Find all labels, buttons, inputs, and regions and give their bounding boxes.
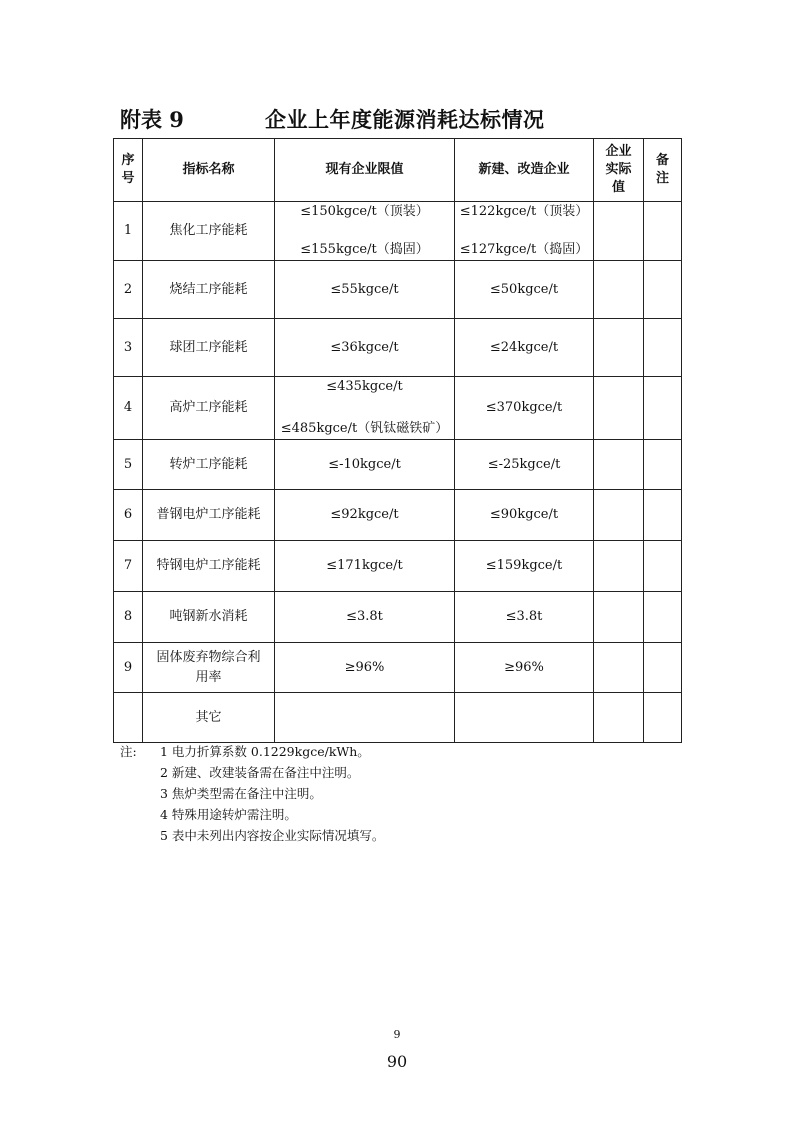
row-name: 球团工序能耗 bbox=[143, 319, 275, 377]
row-name: 普钢电炉工序能耗 bbox=[143, 490, 275, 541]
row-seq bbox=[114, 693, 143, 743]
row-existing: ≤36kgce/t bbox=[275, 319, 455, 377]
header-actual-line: 企业 bbox=[605, 144, 632, 159]
table-row bbox=[114, 541, 682, 592]
row-name: 吨钢新水消耗 bbox=[143, 592, 275, 643]
row-seq: 7 bbox=[114, 541, 143, 592]
row-actual[interactable] bbox=[594, 490, 644, 541]
row-new: ≤370kgce/t bbox=[455, 377, 594, 440]
row-name: 高炉工序能耗 bbox=[143, 377, 275, 440]
header-actual-line: 实际 bbox=[605, 162, 632, 177]
row-existing: ≤92kgce/t bbox=[275, 490, 455, 541]
header-seq bbox=[114, 139, 143, 202]
table-header-row bbox=[114, 139, 682, 202]
row-existing: ≤171kgce/t bbox=[275, 541, 455, 592]
row-actual[interactable] bbox=[594, 261, 644, 319]
table-row bbox=[114, 319, 682, 377]
row-existing[interactable] bbox=[275, 693, 455, 743]
row-remark[interactable] bbox=[644, 440, 682, 490]
title-row bbox=[120, 104, 680, 132]
row-existing: ≤-10kgce/t bbox=[275, 440, 455, 490]
row-remark[interactable] bbox=[644, 643, 682, 693]
header-existing: 现有企业限值 bbox=[275, 139, 455, 202]
existing-value: ≤150kgce/t（顶装） bbox=[300, 204, 429, 219]
existing-value: ≤485kgce/t（钒钛磁铁矿） bbox=[280, 421, 449, 436]
header-remark bbox=[644, 139, 682, 202]
row-seq: 8 bbox=[114, 592, 143, 643]
note-line: 3 焦炉类型需在备注中注明。 bbox=[160, 786, 322, 801]
existing-value: ≤435kgce/t bbox=[326, 379, 403, 394]
note-line: 4 特殊用途转炉需注明。 bbox=[160, 807, 297, 822]
row-name: 烧结工序能耗 bbox=[143, 261, 275, 319]
note-line: 1 电力折算系数 0.1229kgce/kWh。 bbox=[160, 744, 370, 759]
new-value: ≤122kgce/t（顶装） bbox=[459, 204, 589, 219]
row-seq: 4 bbox=[114, 377, 143, 440]
row-existing: ≤55kgce/t bbox=[275, 261, 455, 319]
existing-value: ≤155kgce/t（捣固） bbox=[300, 242, 429, 257]
row-new: ≤3.8t bbox=[455, 592, 594, 643]
table-row bbox=[114, 261, 682, 319]
row-new: ≥96% bbox=[455, 643, 594, 693]
row-actual[interactable] bbox=[594, 319, 644, 377]
row-existing bbox=[275, 202, 455, 261]
row-remark[interactable] bbox=[644, 592, 682, 643]
header-seq-line: 序 bbox=[121, 153, 135, 168]
row-name: 其它 bbox=[143, 693, 275, 743]
header-actual bbox=[594, 139, 644, 202]
energy-consumption-table bbox=[113, 138, 682, 743]
table-row bbox=[114, 693, 682, 743]
row-seq: 2 bbox=[114, 261, 143, 319]
table-row bbox=[114, 202, 682, 261]
table-row bbox=[114, 490, 682, 541]
row-existing: ≤3.8t bbox=[275, 592, 455, 643]
row-name: 转炉工序能耗 bbox=[143, 440, 275, 490]
row-new: ≤90kgce/t bbox=[455, 490, 594, 541]
row-remark[interactable] bbox=[644, 490, 682, 541]
header-remark-line: 备 bbox=[655, 153, 669, 168]
note-line: 2 新建、改建装备需在备注中注明。 bbox=[160, 765, 360, 780]
row-remark[interactable] bbox=[644, 202, 682, 261]
header-indicator: 指标名称 bbox=[143, 139, 275, 202]
note-line: 5 表中未列出内容按企业实际情况填写。 bbox=[160, 828, 385, 843]
header-actual-line: 值 bbox=[611, 180, 625, 195]
row-actual[interactable] bbox=[594, 440, 644, 490]
row-new: ≤50kgce/t bbox=[455, 261, 594, 319]
row-remark[interactable] bbox=[644, 261, 682, 319]
row-seq: 3 bbox=[114, 319, 143, 377]
row-seq: 9 bbox=[114, 643, 143, 693]
row-remark[interactable] bbox=[644, 377, 682, 440]
row-actual[interactable] bbox=[594, 693, 644, 743]
row-remark[interactable] bbox=[644, 541, 682, 592]
row-name: 特钢电炉工序能耗 bbox=[143, 541, 275, 592]
table-row bbox=[114, 377, 682, 440]
table-row bbox=[114, 440, 682, 490]
header-seq-line: 号 bbox=[121, 171, 135, 186]
row-actual[interactable] bbox=[594, 592, 644, 643]
table-row bbox=[114, 592, 682, 643]
row-seq: 1 bbox=[114, 202, 143, 261]
row-actual[interactable] bbox=[594, 643, 644, 693]
header-new: 新建、改造企业 bbox=[455, 139, 594, 202]
header-remark-line: 注 bbox=[655, 171, 669, 186]
section-page-number: 9 bbox=[393, 1028, 401, 1041]
row-name-text: 固体废弃物综合利用率 bbox=[156, 649, 261, 685]
row-seq: 6 bbox=[114, 490, 143, 541]
appendix-label: 附表 9 bbox=[120, 107, 184, 132]
new-value: ≤127kgce/t（捣固） bbox=[459, 242, 589, 257]
row-remark[interactable] bbox=[644, 693, 682, 743]
row-remark[interactable] bbox=[644, 319, 682, 377]
row-existing: ≥96% bbox=[275, 643, 455, 693]
page-number: 90 bbox=[386, 1052, 408, 1071]
row-actual[interactable] bbox=[594, 202, 644, 261]
row-new: ≤159kgce/t bbox=[455, 541, 594, 592]
table-row bbox=[114, 643, 682, 693]
row-existing bbox=[275, 377, 455, 440]
row-actual[interactable] bbox=[594, 377, 644, 440]
row-name: 焦化工序能耗 bbox=[143, 202, 275, 261]
row-new: ≤24kgce/t bbox=[455, 319, 594, 377]
row-seq: 5 bbox=[114, 440, 143, 490]
row-new[interactable] bbox=[455, 693, 594, 743]
notes-label: 注: bbox=[120, 744, 137, 759]
row-actual[interactable] bbox=[594, 541, 644, 592]
row-new bbox=[455, 202, 594, 261]
row-new: ≤-25kgce/t bbox=[455, 440, 594, 490]
row-name bbox=[143, 643, 275, 693]
page-title: 企业上年度能源消耗达标情况 bbox=[265, 107, 545, 132]
